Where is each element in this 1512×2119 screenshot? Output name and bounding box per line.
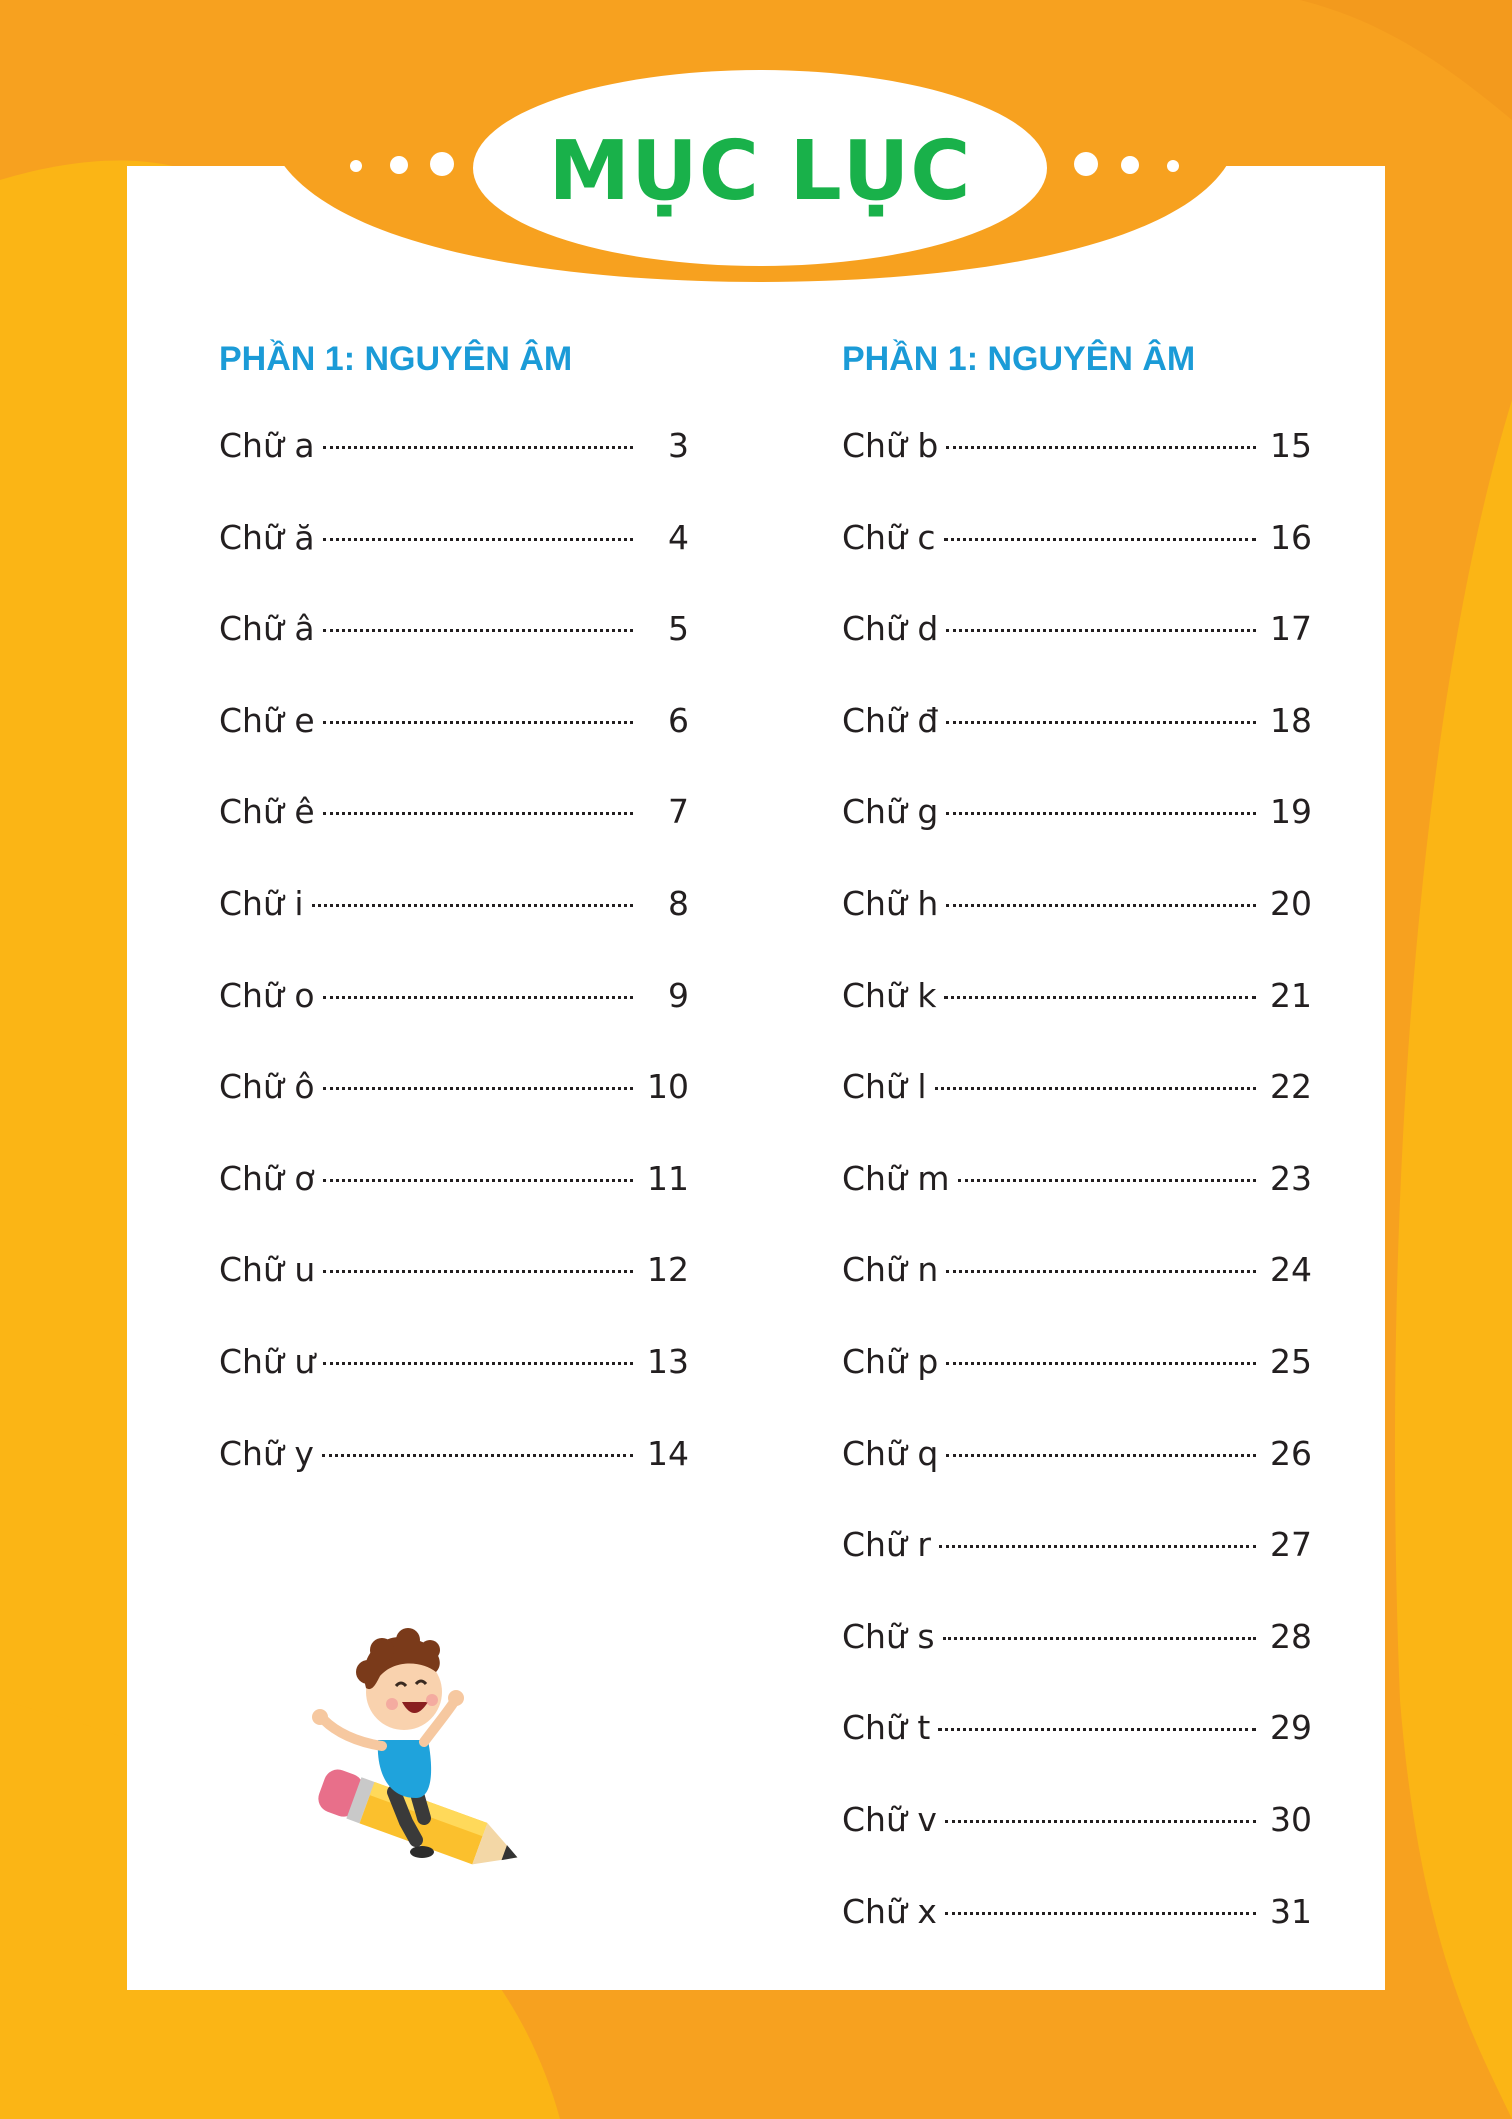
toc-entry — [219, 492, 689, 584]
toc-entry-label: Chữ ô — [219, 1067, 315, 1107]
toc-entry — [842, 1499, 1312, 1591]
toc-right-column — [842, 330, 1312, 1957]
section-heading: PHẦN 1: NGUYÊN ÂM — [842, 340, 1196, 378]
toc-entry-label: Chữ ê — [219, 792, 315, 832]
dot-leader — [938, 1728, 1256, 1731]
toc-entry — [842, 1682, 1312, 1774]
dot-leader — [323, 1270, 633, 1273]
toc-entry — [219, 950, 689, 1042]
toc-entry-label: Chữ r — [842, 1525, 931, 1565]
toc-entry-label: Chữ a — [219, 426, 315, 465]
toc-entry — [219, 1408, 689, 1500]
toc-entry — [842, 1591, 1312, 1683]
toc-entry — [842, 858, 1312, 950]
toc-entry-page-number: 23 — [1270, 1158, 1312, 1198]
toc-entry-page-number: 30 — [1270, 1799, 1312, 1839]
dot-leader — [958, 1179, 1256, 1182]
toc-entry-label: Chữ s — [842, 1616, 935, 1656]
toc-entry-label: Chữ q — [842, 1433, 939, 1473]
toc-entry-page-number: 21 — [1270, 975, 1312, 1015]
toc-entry-label: Chữ h — [842, 883, 939, 923]
kid-riding-pencil-illustration — [296, 1622, 556, 1892]
toc-entry-label: Chữ p — [842, 1341, 939, 1381]
toc-entry-label: Chữ x — [842, 1891, 937, 1931]
toc-entry-label: Chữ y — [219, 1433, 314, 1473]
toc-entry-page-number: 8 — [668, 883, 689, 923]
dot-leader — [946, 629, 1256, 632]
toc-entry — [842, 950, 1312, 1042]
decor-dot — [390, 156, 408, 174]
dot-leader — [323, 538, 633, 541]
decor-dot — [1167, 160, 1179, 172]
toc-left-column — [219, 330, 689, 1499]
title-oval — [473, 70, 1047, 266]
toc-entry-page-number: 31 — [1270, 1891, 1312, 1931]
toc-entry — [219, 400, 689, 492]
toc-entry-page-number: 14 — [647, 1433, 689, 1473]
dot-leader — [323, 1179, 633, 1182]
toc-entry-page-number: 19 — [1270, 792, 1312, 832]
toc-entry — [842, 583, 1312, 675]
toc-entry-page-number: 28 — [1270, 1616, 1312, 1656]
toc-entry — [842, 1316, 1312, 1408]
toc-entry-page-number: 5 — [668, 609, 689, 649]
toc-entry-label: Chữ k — [842, 975, 937, 1015]
toc-entry-label: Chữ b — [842, 426, 939, 465]
toc-entry-label: Chữ ư — [219, 1341, 316, 1381]
toc-entry-page-number: 6 — [668, 700, 689, 740]
dot-leader — [946, 812, 1256, 815]
dot-leader — [312, 904, 633, 907]
toc-entry-label: Chữ m — [842, 1158, 950, 1198]
dot-leader — [945, 1820, 1256, 1823]
dot-leader — [322, 1454, 633, 1457]
decor-dot — [430, 152, 454, 176]
toc-entry-page-number: 20 — [1270, 883, 1312, 923]
toc-entry — [842, 1133, 1312, 1225]
toc-entry-label: Chữ đ — [842, 700, 939, 740]
dot-leader — [939, 1545, 1256, 1548]
toc-entry-page-number: 16 — [1270, 517, 1312, 557]
toc-entry-page-number: 4 — [668, 517, 689, 557]
toc-entry — [842, 400, 1312, 492]
dot-leader — [946, 904, 1256, 907]
toc-entry — [842, 492, 1312, 584]
dot-leader — [323, 721, 633, 724]
toc-entry — [842, 1224, 1312, 1316]
toc-entry-label: Chữ t — [842, 1708, 931, 1748]
dot-leader — [944, 538, 1256, 541]
toc-entry — [219, 1224, 689, 1316]
toc-entry-label: Chữ â — [219, 609, 315, 649]
toc-entry — [219, 675, 689, 767]
toc-entry-label: Chữ u — [219, 1250, 316, 1290]
decor-dot — [350, 160, 362, 172]
page-title: MỤC LỤC — [548, 123, 972, 219]
toc-entry-label: Chữ e — [219, 700, 315, 740]
toc-entry-page-number: 25 — [1270, 1341, 1312, 1381]
dot-leader — [935, 1087, 1256, 1090]
toc-entry-page-number: 17 — [1270, 609, 1312, 649]
dot-leader — [945, 1912, 1256, 1915]
toc-entry-page-number: 29 — [1270, 1708, 1312, 1748]
dot-leader — [323, 1087, 633, 1090]
toc-entry — [219, 858, 689, 950]
toc-entry-label: Chữ o — [219, 975, 315, 1015]
toc-entry — [219, 1133, 689, 1225]
dot-leader — [946, 446, 1256, 449]
toc-entry-page-number: 15 — [1270, 426, 1312, 465]
toc-entry — [219, 583, 689, 675]
toc-entry-label: Chữ c — [842, 517, 936, 557]
toc-entry-page-number: 13 — [647, 1341, 689, 1381]
toc-entry — [842, 766, 1312, 858]
toc-entry-page-number: 24 — [1270, 1250, 1312, 1290]
toc-entry-page-number: 9 — [668, 975, 689, 1015]
toc-entry-label: Chữ ơ — [219, 1158, 315, 1198]
toc-entry — [842, 1041, 1312, 1133]
toc-entry — [219, 1316, 689, 1408]
toc-entry-label: Chữ i — [219, 883, 304, 923]
toc-entry — [842, 1866, 1312, 1958]
toc-entry — [219, 766, 689, 858]
dot-leader — [323, 1362, 633, 1365]
dot-leader — [323, 629, 633, 632]
toc-entry-label: Chữ l — [842, 1067, 927, 1107]
toc-entry — [219, 1041, 689, 1133]
decor-dot — [1121, 156, 1139, 174]
dot-leader — [946, 1270, 1256, 1273]
toc-entry-page-number: 26 — [1270, 1433, 1312, 1473]
toc-entry-label: Chữ ă — [219, 517, 315, 557]
decor-dot — [1074, 152, 1098, 176]
dot-leader — [946, 1362, 1256, 1365]
section-heading: PHẦN 1: NGUYÊN ÂM — [219, 340, 573, 378]
toc-entry — [842, 675, 1312, 767]
dot-leader — [323, 446, 633, 449]
toc-entry-page-number: 12 — [647, 1250, 689, 1290]
toc-entry-page-number: 18 — [1270, 700, 1312, 740]
toc-entry-page-number: 27 — [1270, 1525, 1312, 1565]
toc-entry-label: Chữ v — [842, 1799, 937, 1839]
toc-entry-page-number: 7 — [668, 792, 689, 832]
dot-leader — [323, 812, 633, 815]
toc-entry-page-number: 3 — [668, 426, 689, 465]
toc-entry — [842, 1774, 1312, 1866]
dot-leader — [944, 996, 1256, 999]
toc-entry-page-number: 11 — [647, 1158, 689, 1198]
toc-entry-page-number: 10 — [647, 1067, 689, 1107]
dot-leader — [943, 1637, 1256, 1640]
toc-entry-label: Chữ d — [842, 609, 939, 649]
toc-entry-label: Chữ g — [842, 792, 939, 832]
dot-leader — [946, 1454, 1256, 1457]
toc-entry-page-number: 22 — [1270, 1067, 1312, 1107]
toc-entry-label: Chữ n — [842, 1250, 939, 1290]
dot-leader — [323, 996, 633, 999]
dot-leader — [946, 721, 1256, 724]
toc-entry — [842, 1408, 1312, 1500]
